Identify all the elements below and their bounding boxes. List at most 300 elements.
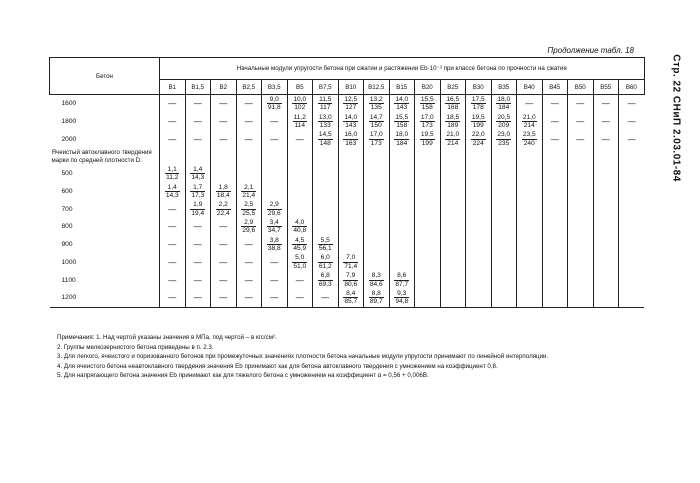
table-cell <box>415 271 441 289</box>
value-mpa: 6,8 <box>318 272 333 281</box>
class-header: B7,5 <box>313 80 339 95</box>
value-mpa: 7,9 <box>343 272 358 281</box>
value-fraction <box>343 290 358 306</box>
dash-mark: — <box>168 275 177 285</box>
table-cell <box>364 165 390 183</box>
value-kgf: 133 <box>319 122 331 130</box>
value-kgf: 29,6 <box>267 209 281 217</box>
table-cell <box>517 236 543 254</box>
table-row <box>50 113 645 131</box>
value-fraction <box>292 219 307 235</box>
dash-mark: — <box>219 275 228 285</box>
dash-mark: — <box>219 293 228 303</box>
value-fraction <box>445 114 460 130</box>
table-cell <box>262 183 288 201</box>
table-cell <box>542 183 568 201</box>
table-cell <box>568 113 594 131</box>
value-mpa: 5,0 <box>292 254 307 263</box>
table-cell <box>389 113 415 131</box>
table-cell <box>236 218 262 236</box>
value-mpa: 13,2 <box>369 95 383 103</box>
table-row <box>50 289 645 307</box>
dash-mark: — <box>244 240 253 250</box>
value-kgf: 143 <box>396 104 408 112</box>
table-cell <box>491 200 517 218</box>
table-cell <box>185 148 211 165</box>
value-fraction <box>190 201 205 217</box>
table-cell <box>160 289 186 307</box>
table-cell <box>491 254 517 272</box>
value-fraction <box>394 114 409 130</box>
note-line: 4. Для ячеистого бетона неавтоклавного твердения значения Eb принимают как для бетона автоклавного твердения с умножением на коэффициент 0,8. <box>57 362 498 370</box>
value-kgf: 34,7 <box>267 227 281 235</box>
dash-mark: — <box>550 99 559 109</box>
value-fraction <box>420 114 435 130</box>
value-kgf: 84,6 <box>369 280 383 288</box>
value-mpa: 14,0 <box>395 95 409 103</box>
table-cell <box>466 254 492 272</box>
value-mpa: 23,0 <box>497 131 511 139</box>
table-cell <box>568 95 594 113</box>
value-mpa: 6,0 <box>318 254 333 263</box>
table-cell <box>389 95 415 113</box>
value-fraction <box>369 131 384 147</box>
table-cell <box>440 148 466 165</box>
table-cell <box>440 254 466 272</box>
table-cell <box>568 130 594 148</box>
table-cell <box>491 218 517 236</box>
value-fraction <box>293 114 307 130</box>
value-fraction <box>165 166 179 182</box>
table-cell <box>619 130 645 148</box>
table-cell <box>593 289 619 307</box>
value-kgf: 199 <box>472 122 484 130</box>
table-cell <box>364 113 390 131</box>
table-cell <box>466 289 492 307</box>
value-fraction <box>216 201 231 217</box>
table-cell <box>160 271 186 289</box>
table-cell <box>619 113 645 131</box>
table-cell <box>619 165 645 183</box>
table-cell <box>236 271 262 289</box>
table-cell <box>517 271 543 289</box>
table-cell <box>313 236 339 254</box>
value-kgf: 214 <box>447 139 459 147</box>
table-cell <box>211 130 237 148</box>
table-cell <box>364 95 390 113</box>
table-cell <box>466 218 492 236</box>
class-header: B20 <box>415 80 441 95</box>
table-cell <box>338 113 364 131</box>
table-cell <box>262 200 288 218</box>
value-fraction <box>394 96 409 112</box>
table-cell <box>185 95 211 113</box>
table-cell <box>542 113 568 131</box>
table-row <box>50 218 645 236</box>
table-cell <box>440 95 466 113</box>
column-header-modulus: Начальные модули упругости бетона при сжатии и растяжении Eb·10⁻³ при классе бетона по прочности на сжатие <box>160 58 645 80</box>
table-cell <box>236 130 262 148</box>
value-mpa: 5,5 <box>318 237 333 246</box>
table-cell <box>364 183 390 201</box>
dash-mark: — <box>576 117 585 127</box>
table-cell <box>287 218 313 236</box>
table-cell <box>160 165 186 183</box>
value-kgf: 148 <box>319 139 331 147</box>
table-row <box>50 165 645 183</box>
value-kgf: 25,5 <box>242 209 256 217</box>
table-cell <box>593 218 619 236</box>
dash-mark: — <box>193 293 202 303</box>
value-mpa: 21,0 <box>446 131 460 139</box>
table-cell <box>491 148 517 165</box>
value-mpa: 19,5 <box>420 131 434 139</box>
value-mpa: 17,0 <box>420 113 434 121</box>
table-cell <box>619 148 645 165</box>
value-kgf: 40,8 <box>293 227 307 235</box>
class-header: B1,5 <box>185 80 211 95</box>
value-kgf: 209 <box>498 122 510 130</box>
value-kgf: 150 <box>370 122 382 130</box>
table-cell <box>236 165 262 183</box>
class-header: B12,5 <box>364 80 390 95</box>
table-cell <box>262 130 288 148</box>
dash-mark: — <box>244 257 253 267</box>
table-cell <box>389 254 415 272</box>
table-cell <box>415 254 441 272</box>
dash-mark: — <box>576 134 585 144</box>
value-mpa: 4,5 <box>292 237 307 246</box>
table-cell <box>466 113 492 131</box>
value-fraction <box>496 131 511 147</box>
table-cell <box>287 95 313 113</box>
value-kgf: 51,0 <box>293 262 307 270</box>
table-cell <box>619 271 645 289</box>
dash-mark: — <box>270 293 279 303</box>
dash-mark: — <box>627 134 636 144</box>
value-fraction <box>318 272 333 288</box>
value-fraction <box>318 237 333 253</box>
class-header: B25 <box>440 80 466 95</box>
row-label: 1100 <box>61 276 76 284</box>
value-fraction <box>343 254 358 270</box>
table-cell <box>364 254 390 272</box>
value-mpa: 12,5 <box>344 95 358 103</box>
table-cell <box>338 183 364 201</box>
value-fraction <box>292 96 307 112</box>
table-cell <box>466 148 492 165</box>
row-label: 1600 <box>61 100 77 108</box>
value-kgf: 91,8 <box>267 104 281 112</box>
table-cell <box>313 130 339 148</box>
table-cell <box>313 254 339 272</box>
table-cell <box>236 148 262 165</box>
value-mpa: 2,2 <box>216 201 231 210</box>
value-mpa: 3,8 <box>267 237 282 246</box>
table-cell <box>491 236 517 254</box>
table-cell <box>593 271 619 289</box>
value-fraction <box>165 184 180 200</box>
table-cell <box>211 113 237 131</box>
value-mpa: 16,5 <box>446 95 460 103</box>
table-cell <box>389 289 415 307</box>
document-code: Стр. 22 СНиП 2.03.01-84 <box>670 54 682 182</box>
table-cell <box>287 200 313 218</box>
table-cell <box>364 271 390 289</box>
table-row <box>50 236 645 254</box>
table-cell <box>415 113 441 131</box>
section-label: Ячеистый автоклавного твердения марки по средней плотности D: <box>51 148 152 164</box>
class-header: B2 <box>211 80 237 95</box>
table-cell <box>185 113 211 131</box>
table-cell <box>440 130 466 148</box>
value-fraction <box>394 272 409 288</box>
row-label: 2000 <box>61 135 77 143</box>
table-cell <box>491 165 517 183</box>
dash-mark: — <box>321 293 330 303</box>
table-cell <box>287 165 313 183</box>
dash-mark: — <box>168 134 177 144</box>
value-fraction <box>241 184 256 200</box>
value-fraction <box>343 114 358 130</box>
value-mpa: 17,0 <box>369 131 383 139</box>
note-line: 3. Для легкого, ячеистого и поризованного бетонов при промежуточных значениях плотности бетона начальные модули упругости принимают по линейной интерполяции. <box>57 353 549 361</box>
value-fraction <box>471 96 486 112</box>
table-cell <box>619 289 645 307</box>
table-cell <box>287 271 313 289</box>
dash-mark: — <box>627 99 636 109</box>
table-cell <box>593 165 619 183</box>
value-kgf: 38,8 <box>267 245 281 253</box>
table-row <box>50 130 645 148</box>
value-kgf: 71,4 <box>344 262 358 270</box>
value-mpa: 11,5 <box>319 95 332 103</box>
value-mpa: 19,5 <box>471 113 485 121</box>
table-cell <box>568 200 594 218</box>
table-cell <box>440 271 466 289</box>
table-cell <box>466 236 492 254</box>
dash-mark: — <box>193 257 202 267</box>
value-mpa: 8,4 <box>343 290 358 299</box>
dash-mark: — <box>295 275 304 285</box>
table-cell <box>160 200 186 218</box>
value-fraction <box>420 96 435 112</box>
table-cell <box>364 236 390 254</box>
value-mpa: 4,0 <box>292 219 307 228</box>
value-kgf: 117 <box>319 104 331 112</box>
value-fraction <box>267 237 282 253</box>
table-cell <box>338 148 364 165</box>
table-cell <box>185 200 211 218</box>
table-cell <box>287 254 313 272</box>
value-fraction <box>369 290 384 306</box>
table-cell <box>211 236 237 254</box>
table-cell <box>389 218 415 236</box>
table-cell <box>466 165 492 183</box>
table-cell <box>364 200 390 218</box>
table-cell <box>440 183 466 201</box>
value-mpa: 14,5 <box>318 131 332 139</box>
dash-mark: — <box>270 257 279 267</box>
row-label: 1000 <box>61 258 77 266</box>
value-kgf: 94,8 <box>395 298 409 306</box>
table-cell <box>211 95 237 113</box>
table-cell <box>211 148 237 165</box>
table-cell <box>415 218 441 236</box>
dash-mark: — <box>193 134 202 144</box>
table-cell <box>313 165 339 183</box>
table-cell <box>568 148 594 165</box>
column-header-beton: Бетон <box>50 58 160 95</box>
value-fraction <box>318 131 333 147</box>
value-kgf: 18,4 <box>216 192 230 200</box>
table-cell <box>517 95 543 113</box>
table-cell <box>466 271 492 289</box>
table-cell <box>619 200 645 218</box>
value-fraction <box>318 96 332 112</box>
dash-mark: — <box>193 240 202 250</box>
dash-mark: — <box>219 240 228 250</box>
dash-mark: — <box>244 293 253 303</box>
dash-mark: — <box>219 257 228 267</box>
value-kgf: 143 <box>345 122 357 130</box>
value-mpa: 11,2 <box>293 113 306 121</box>
dash-mark: — <box>168 222 177 232</box>
table-cell <box>517 165 543 183</box>
table-cell <box>517 200 543 218</box>
dash-mark: — <box>219 117 228 127</box>
value-kgf: 19,4 <box>191 209 205 217</box>
table-cell <box>262 95 288 113</box>
table-cell <box>160 95 186 113</box>
table-cell <box>517 254 543 272</box>
table-row <box>50 254 645 272</box>
table-cell <box>338 165 364 183</box>
table-cell <box>619 183 645 201</box>
value-kgf: 168 <box>447 104 459 112</box>
table-cell <box>185 236 211 254</box>
class-header: B50 <box>568 80 594 95</box>
value-kgf: 61,2 <box>318 262 332 270</box>
dash-mark: — <box>550 134 559 144</box>
notes <box>57 333 548 381</box>
table-cell <box>440 236 466 254</box>
value-kgf: 29,6 <box>242 227 256 235</box>
table-cell <box>466 130 492 148</box>
section-row <box>50 148 645 165</box>
table-cell <box>364 148 390 165</box>
table-cell <box>185 165 211 183</box>
table-row <box>50 95 645 113</box>
value-kgf: 127 <box>345 104 357 112</box>
table-cell <box>593 148 619 165</box>
table-cell <box>313 200 339 218</box>
table-cell <box>262 165 288 183</box>
row-label: 1200 <box>50 289 160 307</box>
table-cell <box>185 130 211 148</box>
value-fraction <box>369 96 384 112</box>
dash-mark: — <box>219 222 228 232</box>
table-cell <box>160 130 186 148</box>
table-cell <box>491 130 517 148</box>
table-cell <box>491 183 517 201</box>
table-cell <box>542 236 568 254</box>
table-cell <box>287 183 313 201</box>
value-kgf: 22,4 <box>216 209 230 217</box>
table-cell <box>185 289 211 307</box>
value-kgf: 85,7 <box>344 298 358 306</box>
table-cell <box>160 183 186 201</box>
table-cell <box>211 165 237 183</box>
value-mpa: 15,5 <box>420 95 434 103</box>
value-fraction <box>471 131 486 147</box>
value-kgf: 14,3 <box>191 174 205 182</box>
table-cell <box>593 254 619 272</box>
value-kgf: 69,3 <box>318 280 332 288</box>
table-cell <box>517 148 543 165</box>
value-mpa: 2,9 <box>241 219 256 228</box>
table-cell <box>568 165 594 183</box>
table-cell <box>262 218 288 236</box>
table-cell <box>185 218 211 236</box>
table-cell <box>491 289 517 307</box>
table-cell <box>568 289 594 307</box>
table-cell <box>415 148 441 165</box>
dash-mark: — <box>168 257 177 267</box>
row-label: 700 <box>61 205 73 213</box>
value-fraction <box>267 219 282 235</box>
value-kgf: 11,2 <box>166 174 179 182</box>
table-cell <box>415 200 441 218</box>
value-fraction <box>496 114 511 130</box>
table-cell <box>364 289 390 307</box>
class-header: B45 <box>542 80 568 95</box>
table-cell <box>568 218 594 236</box>
value-kgf: 56,1 <box>318 245 332 253</box>
value-kgf: 45,9 <box>293 245 307 253</box>
table-cell <box>440 218 466 236</box>
table-cell <box>262 236 288 254</box>
table-cell <box>338 200 364 218</box>
value-fraction <box>445 131 460 147</box>
value-kgf: 135 <box>370 104 382 112</box>
dash-mark: — <box>295 134 304 144</box>
value-kgf: 163 <box>345 139 357 147</box>
value-mpa: 2,9 <box>267 201 282 210</box>
row-label: 500 <box>61 170 73 178</box>
value-fraction <box>241 201 256 217</box>
value-fraction <box>190 184 205 200</box>
value-kgf: 21,4 <box>242 192 256 200</box>
value-mpa: 3,4 <box>267 219 282 228</box>
dash-mark: — <box>270 117 279 127</box>
table-cell <box>160 148 186 165</box>
value-mpa: 7,0 <box>343 254 358 263</box>
value-mpa: 9,0 <box>267 96 282 105</box>
row-label: 800 <box>61 223 73 231</box>
value-mpa: 9,3 <box>394 290 409 299</box>
value-mpa: 18,5 <box>446 113 460 121</box>
dash-mark: — <box>244 117 253 127</box>
table-cell <box>440 200 466 218</box>
table-cell <box>440 113 466 131</box>
table-cell <box>593 183 619 201</box>
table-cell <box>542 289 568 307</box>
table-cell <box>236 183 262 201</box>
table-cell <box>313 148 339 165</box>
table-cell <box>542 95 568 113</box>
class-header: B35 <box>491 80 517 95</box>
